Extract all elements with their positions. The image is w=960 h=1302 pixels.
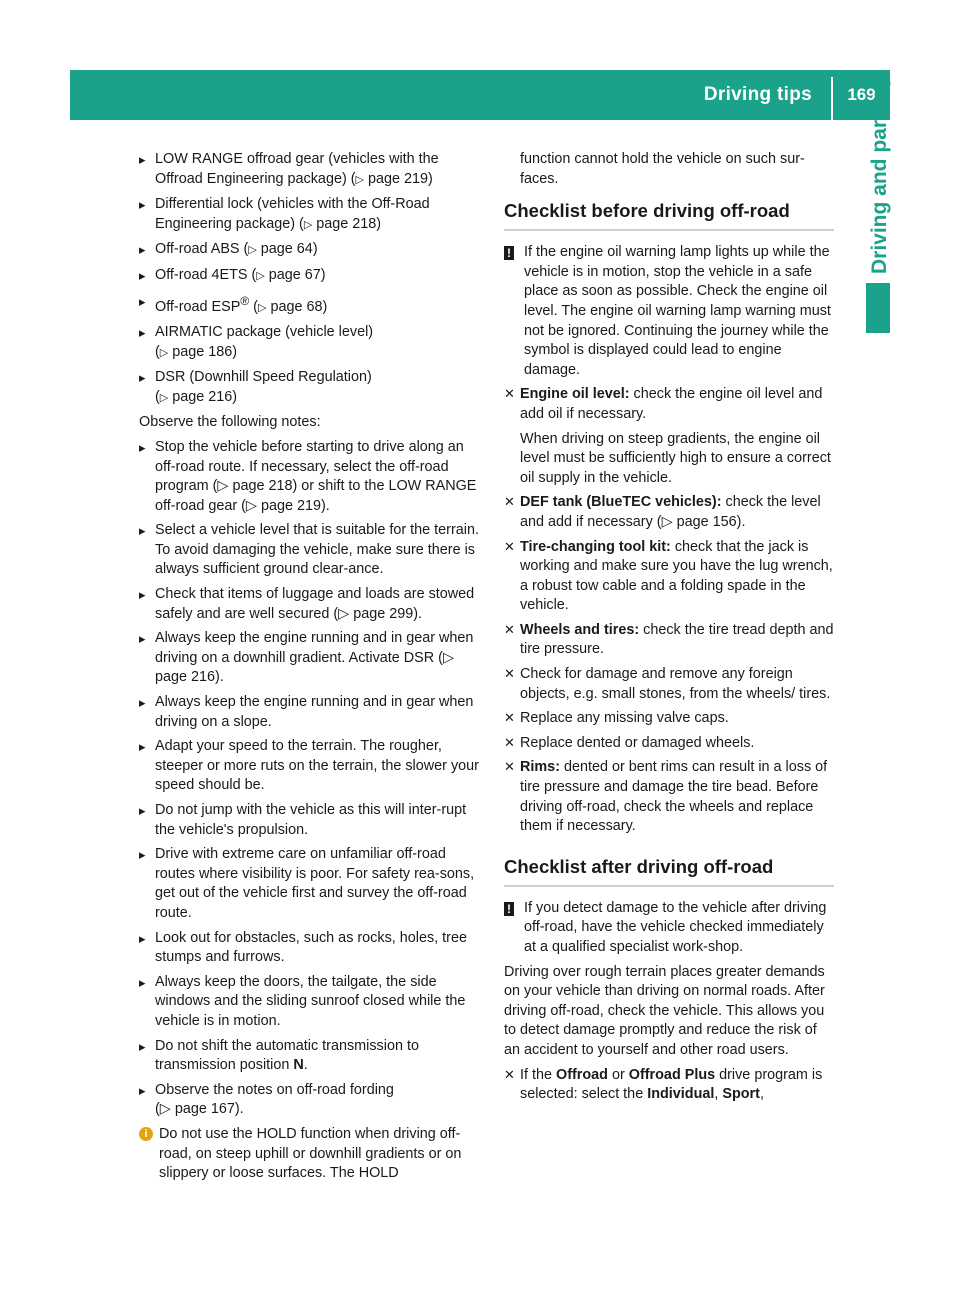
item-text: Always keep the engine running and in gear when driving on a slope.	[155, 694, 474, 730]
page-ref[interactable]: page 216)	[172, 388, 238, 405]
warning-exclamation-icon: !	[504, 246, 514, 260]
item-text: Observe the notes on off-road fording	[155, 1081, 394, 1098]
item-text: Select a vehicle level that is suitable for the terrain. To avoid damaging the vehicle, make sure there is always sufficient ground clear-ance.	[155, 522, 479, 578]
action-text: Replace any missing valve caps.	[520, 710, 729, 727]
action-x-icon: ✕	[504, 734, 515, 750]
warning-exclamation-icon: !	[504, 902, 514, 916]
action-text: If the	[520, 1066, 556, 1083]
gear-position: N	[293, 1057, 304, 1074]
action-text: check the tire tread depth and tire pressure.	[520, 621, 834, 658]
triangle-bullet-icon	[139, 521, 146, 543]
item-text: Do not jump with the vehicle as this will inter-rupt the vehicle's propulsion.	[155, 802, 467, 838]
action-item	[504, 493, 834, 532]
page-ref[interactable]: (▷ page 167).	[155, 1101, 244, 1118]
item-text: Always keep the doors, the tailgate, the side windows and the sliding sunroof closed while the vehicle is in motion.	[155, 973, 466, 1029]
action-x-icon: ✕	[504, 494, 515, 510]
info-note-text: Do not use the HOLD function when driving off-road, on steep uphill or downhill gradients or on slippery or loose surfaces. The HOLD	[159, 1125, 462, 1182]
action-item	[504, 538, 834, 616]
page-ref[interactable]: page 218)	[316, 215, 382, 232]
registered-mark: ®	[240, 293, 250, 308]
list-item	[139, 368, 480, 408]
action-x-icon: ✕	[504, 710, 515, 726]
action-text: Replace dented or damaged wheels.	[520, 734, 755, 751]
item-text: Off-road ABS (	[155, 241, 249, 258]
page-ref-arrow-icon: ▷	[355, 173, 364, 186]
action-label: Wheels and tires:	[520, 621, 640, 638]
action-text: check that the jack is working and make sure you have the lug wrench, a robust tow cable and a folding spade in the vehicle.	[520, 538, 833, 614]
continued-text: function cannot hold the vehicle on such sur-faces.	[520, 151, 805, 187]
section-heading: Checklist after driving off-road	[504, 855, 774, 877]
list-item	[139, 266, 480, 287]
page-ref[interactable]: page 186)	[172, 343, 238, 360]
action-label: DEF tank (BlueTEC vehicles):	[520, 494, 722, 511]
item-text: Off-road ESP	[155, 298, 241, 315]
body-paragraph: Driving over rough terrain places greater demands on your vehicle than driving on normal roads. After driving off-road, check the vehicle. This allows you to detect damage promptly and reduce the risk of an accident to yourself and other road users.	[504, 963, 825, 1058]
action-x-icon: ✕	[504, 1066, 515, 1082]
action-x-icon: ✕	[504, 386, 515, 402]
list-item	[139, 845, 480, 923]
observe-intro: Observe the following notes:	[139, 414, 321, 431]
list-item	[139, 929, 480, 968]
page-ref[interactable]: page 219)	[368, 170, 433, 187]
triangle-bullet-icon	[139, 629, 146, 651]
section-heading: Checklist before driving off-road	[504, 200, 790, 222]
action-text: dented or bent rims can result in a loss of tire pressure and damage the tire bead. Before driving off-road, check the wheels and replace them if necessary.	[520, 759, 828, 835]
list-item	[139, 195, 480, 235]
list-item	[139, 1037, 480, 1076]
item-text: Stop the vehicle before starting to drive along an off-road route. If necessary, select the off-road program (▷ page 218) or shift to the LOW RANGE off-road gear (▷ page 219).	[155, 438, 477, 514]
heading-rule	[504, 885, 834, 887]
page-ref-arrow-icon: ▷	[159, 391, 169, 404]
list-item	[139, 323, 480, 363]
action-x-icon: ✕	[504, 538, 515, 554]
page-ref-arrow-icon: ▷	[303, 218, 313, 231]
list-item	[139, 240, 480, 261]
item-text: Adapt your speed to the terrain. The rougher, steeper or more ruts on the terrain, the slower your speed should be.	[155, 738, 479, 794]
item-text: Do not shift the automatic transmission to transmission position	[155, 1037, 419, 1074]
program-offroad: Offroad	[556, 1066, 608, 1083]
list-item	[139, 801, 480, 840]
page-ref-arrow-icon: ▷	[248, 244, 257, 257]
triangle-bullet-icon	[139, 1081, 146, 1103]
list-item	[139, 150, 480, 190]
action-item	[504, 758, 834, 836]
action-text: Check for damage and remove any foreign objects, e.g. small stones, from the wheels/ tires.	[520, 666, 831, 702]
action-item	[504, 734, 834, 754]
triangle-bullet-icon	[139, 693, 146, 715]
triangle-bullet-icon	[139, 585, 146, 607]
list-item	[139, 1081, 480, 1120]
action-text: or	[607, 1066, 629, 1083]
warning-note	[504, 243, 834, 380]
side-tab	[866, 76, 894, 274]
list-item	[139, 585, 480, 624]
item-text-cont: (	[249, 298, 258, 315]
action-item	[504, 385, 834, 488]
page-title: Driving tips	[703, 84, 812, 105]
item-text: Off-road 4ETS (	[155, 266, 257, 283]
triangle-bullet-icon	[139, 266, 146, 288]
warning-note	[504, 899, 834, 958]
triangle-bullet-icon	[139, 240, 146, 262]
action-x-icon: ✕	[504, 621, 515, 637]
program-individual: Individual	[647, 1086, 715, 1103]
paren: (	[155, 343, 160, 360]
list-item	[139, 521, 480, 580]
page-number: 169	[847, 85, 876, 104]
list-item	[139, 737, 480, 796]
triangle-bullet-icon	[139, 368, 146, 390]
item-text-cont: .	[303, 1057, 308, 1074]
item-text: DSR (Downhill Speed Regulation)	[155, 369, 372, 386]
action-x-icon: ✕	[504, 666, 515, 682]
action-text: check the level and add if necessary (▷ page 156).	[520, 494, 821, 530]
action-text: ,	[714, 1086, 723, 1103]
item-text: LOW RANGE offroad gear (vehicles with the Offroad Engineering package) (	[155, 151, 439, 187]
action-item	[504, 709, 834, 729]
item-text: Check that items of luggage and loads are stowed safely and are well secured (▷ page 299).	[155, 586, 475, 622]
action-x-icon: ✕	[504, 759, 515, 775]
right-column	[504, 150, 834, 1110]
triangle-bullet-icon	[139, 195, 146, 217]
page-ref[interactable]: page 68)	[270, 298, 328, 315]
triangle-bullet-icon	[139, 1037, 146, 1059]
action-text: drive program is selected: select the	[520, 1066, 823, 1103]
action-item	[504, 1066, 834, 1105]
heading-rule	[504, 229, 834, 231]
list-item	[139, 629, 480, 688]
side-tab-label: Driving and parking	[868, 76, 891, 274]
program-offroad-plus: Offroad Plus	[628, 1066, 716, 1083]
list-item	[139, 693, 480, 732]
info-icon: i	[139, 1127, 153, 1141]
info-note	[139, 1125, 480, 1184]
warning-text: If you detect damage to the vehicle after driving off-road, have the vehicle checked immediately at a qualified specialist work-shop.	[524, 899, 827, 955]
action-label: Engine oil level:	[520, 386, 630, 403]
page-ref-arrow-icon: ▷	[159, 346, 169, 359]
paren: (	[155, 388, 160, 405]
program-sport: Sport	[722, 1086, 760, 1103]
page-ref-arrow-icon: ▷	[256, 269, 265, 282]
triangle-bullet-icon	[139, 845, 146, 867]
item-text: Look out for obstacles, such as rocks, holes, tree stumps and furrows.	[155, 929, 467, 966]
page-ref[interactable]: page 64)	[260, 241, 318, 258]
action-text: check the engine oil level and add oil if necessary.	[520, 386, 823, 422]
left-column	[139, 150, 480, 1189]
action-extra: When driving on steep gradients, the engine oil level must be sufficiently high to ensure a correct oil supply in the vehicle.	[520, 430, 831, 486]
action-item	[504, 621, 834, 660]
warning-text: If the engine oil warning lamp lights up while the vehicle is in motion, stop the vehicle in a safe place as soon as possible. Check the engine oil level. The engine oil warning lamp warning must not be ignored. Continuing the journey while the symbol is displayed could lead to engine damage.	[524, 244, 831, 378]
triangle-bullet-icon	[139, 150, 146, 172]
triangle-bullet-icon	[139, 323, 146, 345]
list-item	[139, 438, 480, 516]
triangle-bullet-icon	[139, 973, 146, 995]
action-label: Tire-changing tool kit:	[520, 538, 671, 555]
triangle-bullet-icon	[139, 438, 146, 460]
triangle-bullet-icon	[139, 292, 146, 314]
item-text: Drive with extreme care on unfamiliar off-road routes where visibility is poor. For safety rea-sons, get out of the vehicle first and survey the off-road route.	[155, 846, 475, 921]
list-item	[139, 292, 480, 318]
item-text: Always keep the engine running and in gear when driving on a downhill gradient. Activate DSR (▷ page 216).	[155, 630, 474, 686]
triangle-bullet-icon	[139, 737, 146, 759]
item-text: Differential lock (vehicles with the Off-Road Engineering package) (	[155, 196, 430, 232]
item-text: AIRMATIC package (vehicle level)	[155, 323, 374, 340]
page-ref-arrow-icon: ▷	[257, 301, 267, 314]
action-label: Rims:	[520, 759, 560, 776]
action-text: ,	[759, 1086, 764, 1103]
action-item	[504, 665, 834, 704]
triangle-bullet-icon	[139, 801, 146, 823]
page-ref[interactable]: page 67)	[268, 266, 326, 283]
side-tab-marker	[866, 283, 890, 333]
triangle-bullet-icon	[139, 929, 146, 951]
list-item	[139, 973, 480, 1032]
